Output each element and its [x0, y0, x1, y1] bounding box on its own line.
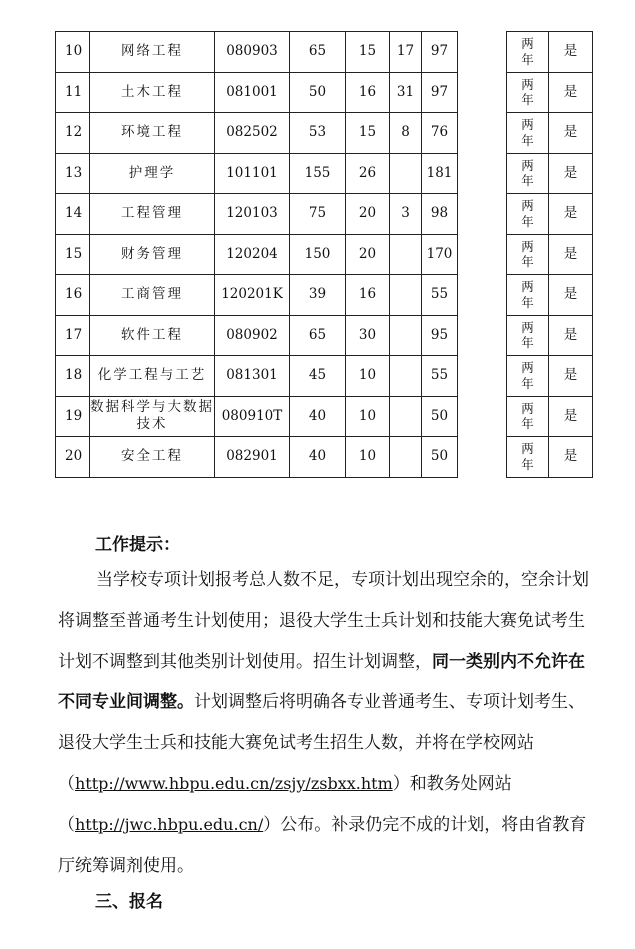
major-name: 土木工程: [90, 72, 215, 113]
empty-cell: [458, 356, 507, 397]
flag-cell: 是: [549, 32, 593, 73]
duration-char: 两: [521, 238, 534, 254]
duration-char: 两: [521, 279, 534, 295]
empty-cell: [458, 437, 507, 478]
plan-count-1: 39: [290, 275, 346, 316]
section-three-heading: 三、报名: [95, 892, 163, 912]
plan-count-3: [390, 396, 422, 437]
row-number: 11: [56, 72, 90, 113]
plan-count-1: 155: [290, 153, 346, 194]
flag-cell: 是: [549, 72, 593, 113]
row-number: 15: [56, 234, 90, 275]
row-number: 18: [56, 356, 90, 397]
row-number: 16: [56, 275, 90, 316]
table-row: [56, 72, 593, 113]
flag-cell: 是: [549, 437, 593, 478]
duration-char: 年: [521, 92, 534, 108]
plan-count-1: 40: [290, 396, 346, 437]
plan-total: 181: [422, 153, 458, 194]
study-duration: [507, 153, 549, 194]
duration-char: 两: [521, 117, 534, 133]
empty-cell: [458, 72, 507, 113]
table-row: [56, 153, 593, 194]
plan-count-3: [390, 356, 422, 397]
empty-cell: [458, 194, 507, 235]
plan-total: 97: [422, 72, 458, 113]
row-number: 17: [56, 315, 90, 356]
table-row: [56, 194, 593, 235]
major-code: 080903: [215, 32, 290, 73]
duration-char: 两: [521, 76, 534, 92]
table-row: [56, 356, 593, 397]
major-code: 080910T: [215, 396, 290, 437]
plan-count-2: 16: [346, 72, 390, 113]
tips-paragraph: [58, 560, 598, 886]
major-name: 护理学: [90, 153, 215, 194]
flag-cell: 是: [549, 113, 593, 154]
duration-char: 年: [521, 375, 534, 391]
plan-count-1: 50: [290, 72, 346, 113]
major-name: 工程管理: [90, 194, 215, 235]
major-code: 080902: [215, 315, 290, 356]
table-row: [56, 113, 593, 154]
plan-total: 97: [422, 32, 458, 73]
duration-char: 两: [521, 360, 534, 376]
plan-count-2: 20: [346, 194, 390, 235]
major-name: 工商管理: [90, 275, 215, 316]
major-code: 081301: [215, 356, 290, 397]
flag-cell: 是: [549, 356, 593, 397]
plan-count-2: 26: [346, 153, 390, 194]
empty-cell: [458, 32, 507, 73]
empty-cell: [458, 234, 507, 275]
plan-total: 50: [422, 396, 458, 437]
row-number: 13: [56, 153, 90, 194]
study-duration: [507, 275, 549, 316]
empty-cell: [458, 113, 507, 154]
major-code: 082502: [215, 113, 290, 154]
table-row: [56, 396, 593, 437]
plan-count-2: 16: [346, 275, 390, 316]
major-code: 081001: [215, 72, 290, 113]
plan-count-3: [390, 234, 422, 275]
flag-cell: 是: [549, 396, 593, 437]
duration-char: 年: [521, 132, 534, 148]
duration-char: 年: [521, 213, 534, 229]
duration-char: 两: [521, 198, 534, 214]
plan-table-body: [56, 32, 593, 478]
plan-count-1: 40: [290, 437, 346, 478]
study-duration: [507, 32, 549, 73]
flag-cell: 是: [549, 315, 593, 356]
major-code: 101101: [215, 153, 290, 194]
plan-count-1: 75: [290, 194, 346, 235]
study-duration: [507, 194, 549, 235]
major-name: 网络工程: [90, 32, 215, 73]
major-name: 软件工程: [90, 315, 215, 356]
major-code: 120201K: [215, 275, 290, 316]
major-name: 化学工程与工艺: [90, 356, 215, 397]
plan-count-3: 3: [390, 194, 422, 235]
plan-count-3: 31: [390, 72, 422, 113]
flag-cell: 是: [549, 153, 593, 194]
plan-count-3: 17: [390, 32, 422, 73]
empty-cell: [458, 275, 507, 316]
table-row: [56, 315, 593, 356]
plan-count-1: 53: [290, 113, 346, 154]
plan-count-2: 10: [346, 356, 390, 397]
duration-char: 年: [521, 51, 534, 67]
duration-char: 两: [521, 319, 534, 335]
plan-total: 55: [422, 356, 458, 397]
tips-heading: 工作提示：: [95, 535, 180, 555]
empty-cell: [458, 315, 507, 356]
plan-count-2: 20: [346, 234, 390, 275]
plan-total: 98: [422, 194, 458, 235]
row-number: 14: [56, 194, 90, 235]
study-duration: [507, 356, 549, 397]
study-duration: [507, 113, 549, 154]
plan-count-2: 10: [346, 437, 390, 478]
duration-char: 年: [521, 173, 534, 189]
plan-count-3: 8: [390, 113, 422, 154]
flag-cell: 是: [549, 234, 593, 275]
row-number: 10: [56, 32, 90, 73]
duration-char: 两: [521, 400, 534, 416]
plan-count-2: 15: [346, 113, 390, 154]
tips-text-4: ）公布。补录仍完不成的计划，将由省教育厅统筹调剂使用。: [58, 814, 587, 876]
school-website-link[interactable]: http://www.hbpu.edu.cn/zsjy/zsbxx.htm: [75, 773, 393, 793]
duration-char: 两: [521, 441, 534, 457]
row-number: 19: [56, 396, 90, 437]
plan-count-1: 65: [290, 315, 346, 356]
table-row: [56, 275, 593, 316]
row-number: 12: [56, 113, 90, 154]
major-code: 120204: [215, 234, 290, 275]
plan-total: 55: [422, 275, 458, 316]
table-row: [56, 437, 593, 478]
plan-count-1: 65: [290, 32, 346, 73]
duration-char: 年: [521, 254, 534, 270]
plan-count-2: 30: [346, 315, 390, 356]
academic-office-link[interactable]: http://jwc.hbpu.edu.cn/: [75, 814, 264, 834]
study-duration: [507, 437, 549, 478]
tips-text-2: 计划调整后将明确各专业普通考生、专项计划考生、退役大学生士兵和技能大赛免试考生招生人数，并将在学校网站（: [58, 692, 585, 794]
plan-table: [55, 31, 593, 478]
major-name: 环境工程: [90, 113, 215, 154]
empty-cell: [458, 153, 507, 194]
duration-char: 年: [521, 294, 534, 310]
plan-total: 50: [422, 437, 458, 478]
study-duration: [507, 234, 549, 275]
duration-char: 两: [521, 157, 534, 173]
major-name: 数据科学与大数据技术: [90, 396, 215, 437]
tips-text-1: 当学校专项计划报考总人数不足，专项计划出现空余的，空余计划将调整至普通考生计划使用；退役大学生士兵计划和技能大赛免试考生计划不调整到其他类别计划使用。招生计划调整，: [58, 570, 589, 672]
flag-cell: 是: [549, 194, 593, 235]
major-name: 安全工程: [90, 437, 215, 478]
plan-count-3: [390, 315, 422, 356]
flag-cell: 是: [549, 275, 593, 316]
plan-count-1: 45: [290, 356, 346, 397]
tips-text-3: ）和教务处网站（: [58, 773, 512, 835]
tips-text-bold: 同一类别内不允许在不同专业间调整。: [58, 651, 585, 713]
duration-char: 年: [521, 456, 534, 472]
major-code: 120103: [215, 194, 290, 235]
plan-total: 76: [422, 113, 458, 154]
plan-count-2: 10: [346, 396, 390, 437]
plan-count-1: 150: [290, 234, 346, 275]
major-name: 财务管理: [90, 234, 215, 275]
study-duration: [507, 72, 549, 113]
plan-total: 170: [422, 234, 458, 275]
study-duration: [507, 396, 549, 437]
study-duration: [507, 315, 549, 356]
table-row: [56, 234, 593, 275]
table-row: [56, 32, 593, 73]
empty-cell: [458, 396, 507, 437]
plan-total: 95: [422, 315, 458, 356]
row-number: 20: [56, 437, 90, 478]
major-code: 082901: [215, 437, 290, 478]
duration-char: 两: [521, 36, 534, 52]
plan-count-3: [390, 275, 422, 316]
plan-count-3: [390, 153, 422, 194]
plan-count-2: 15: [346, 32, 390, 73]
duration-char: 年: [521, 416, 534, 432]
duration-char: 年: [521, 335, 534, 351]
plan-count-3: [390, 437, 422, 478]
